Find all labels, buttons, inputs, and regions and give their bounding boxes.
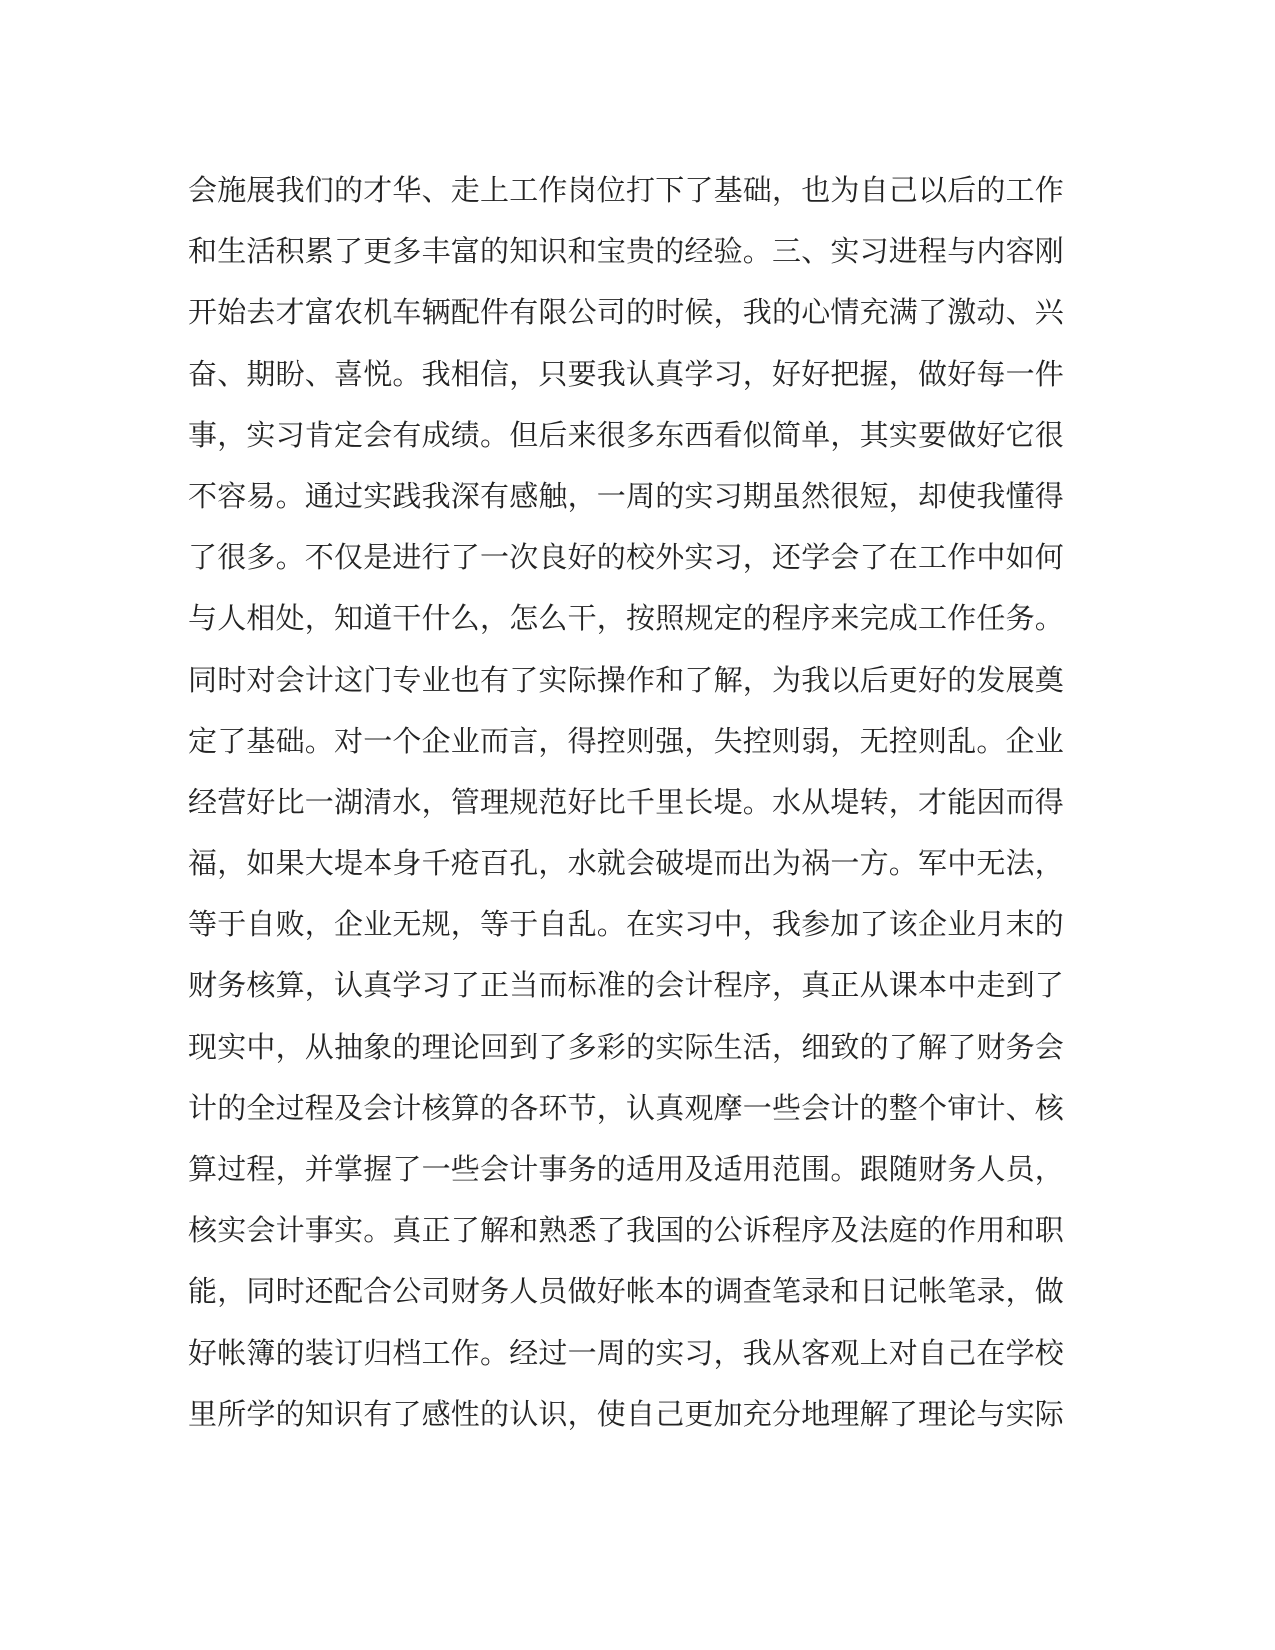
- body-text: [188, 160, 1068, 1445]
- text-line: 和生活积累了更多丰富的知识和宝贵的经验。三、实习进程与内容刚: [188, 234, 1065, 269]
- text-line: 经营好比一湖清水，管理规范好比千里长堤。水从堤转，才能因而得: [188, 784, 1065, 819]
- text-line: 同时对会计这门专业也有了实际操作和了解，为我以后更好的发展奠: [188, 662, 1065, 697]
- text-line: 现实中，从抽象的理论回到了多彩的实际生活，细致的了解了财务会: [188, 1029, 1065, 1064]
- text-line: 与人相处，知道干什么，怎么干，按照规定的程序来完成工作任务。: [188, 601, 1065, 636]
- text-line: 定了基础。对一个企业而言，得控则强，失控则弱，无控则乱。企业: [188, 723, 1065, 758]
- text-line: 里所学的知识有了感性的认识，使自己更加充分地理解了理论与实际: [188, 1396, 1065, 1431]
- text-line: 事，实习肯定会有成绩。但后来很多东西看似简单，其实要做好它很: [188, 417, 1065, 452]
- text-line: 等于自败，企业无规，等于自乱。在实习中，我参加了该企业月末的: [188, 907, 1065, 942]
- text-line: 福，如果大堤本身千疮百孔，水就会破堤而出为祸一方。军中无法，: [188, 846, 1065, 881]
- text-line: 了很多。不仅是进行了一次良好的校外实习，还学会了在工作中如何: [188, 540, 1065, 575]
- text-line: 计的全过程及会计核算的各环节，认真观摩一些会计的整个审计、核: [188, 1090, 1065, 1125]
- text-line: 能，同时还配合公司财务人员做好帐本的调查笔录和日记帐笔录，做: [188, 1274, 1065, 1309]
- text-line: 财务核算，认真学习了正当而标准的会计程序，真正从课本中走到了: [188, 968, 1065, 1003]
- text-line: 会施展我们的才华、走上工作岗位打下了基础，也为自己以后的工作: [188, 173, 1065, 207]
- text-line: 不容易。通过实践我深有感触，一周的实习期虽然很短，却使我懂得: [188, 478, 1065, 513]
- text-line: 奋、期盼、喜悦。我相信，只要我认真学习，好好把握，做好每一件: [188, 356, 1065, 391]
- text-line: 开始去才富农机车辆配件有限公司的时候，我的心情充满了激动、兴: [188, 295, 1065, 330]
- text-line: 算过程，并掌握了一些会计事务的适用及适用范围。跟随财务人员，: [188, 1152, 1065, 1186]
- text-line: 好帐簿的装订归档工作。经过一周的实习，我从客观上对自己在学校: [188, 1335, 1065, 1370]
- text-line: 核实会计事实。真正了解和熟悉了我国的公诉程序及法庭的作用和职: [188, 1213, 1065, 1248]
